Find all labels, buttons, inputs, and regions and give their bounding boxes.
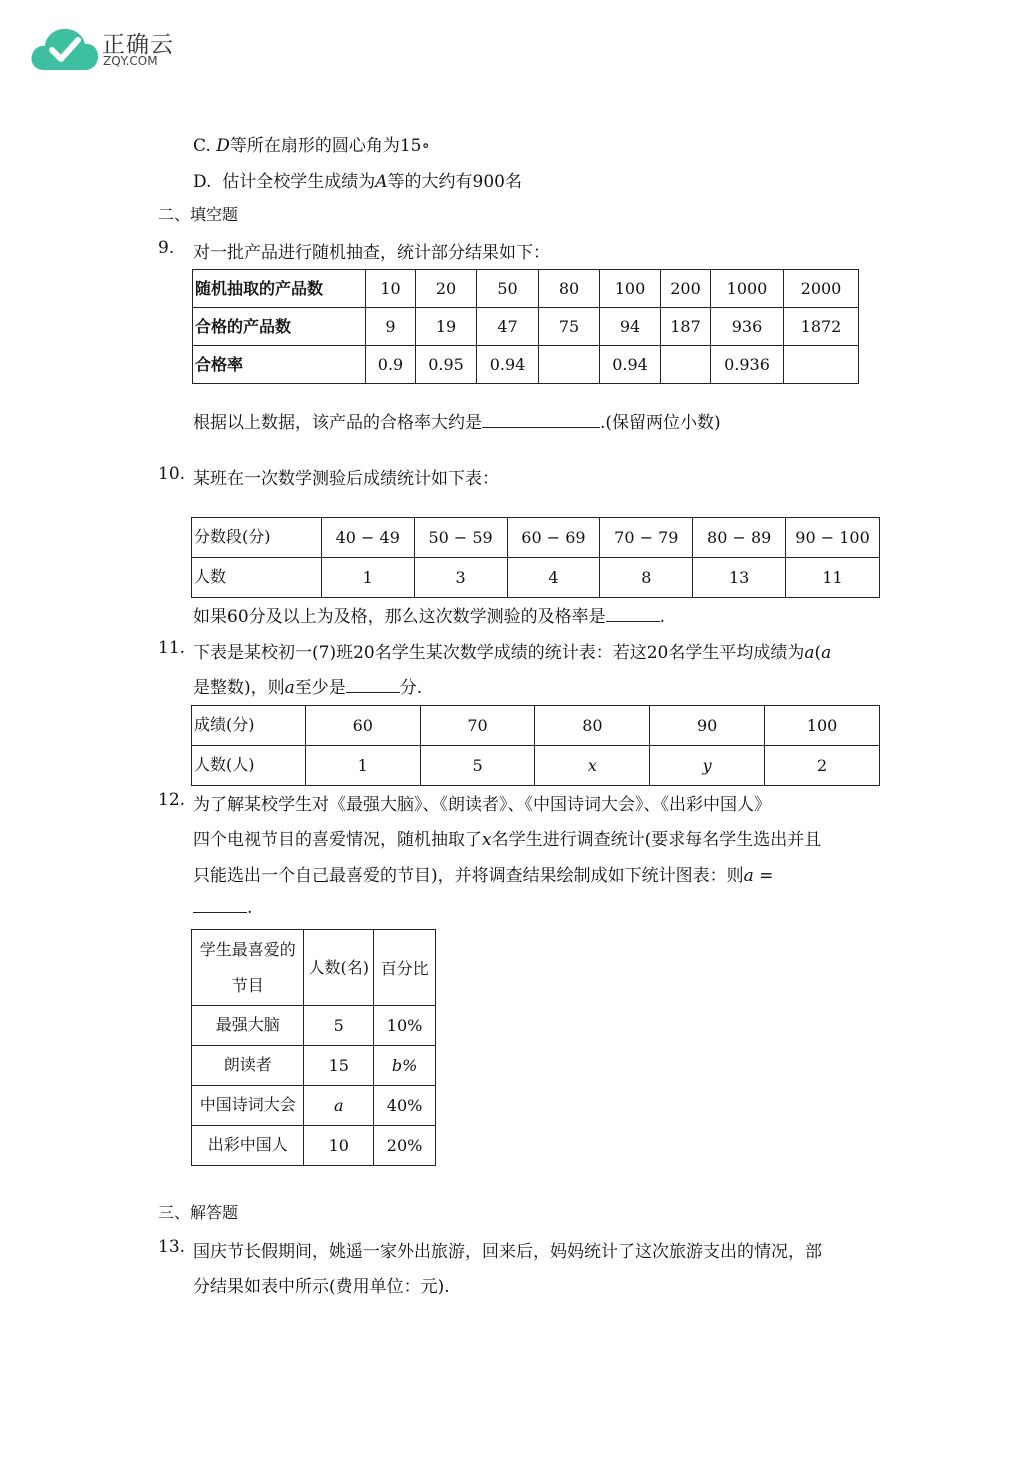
logo-domain: ZQY.COM bbox=[103, 54, 158, 68]
q10-table bbox=[191, 517, 880, 598]
q12-program-name: 最强大脑 bbox=[192, 1006, 304, 1046]
q11-line2-text: 是整数)，则 bbox=[193, 678, 285, 698]
q11-paren: ( bbox=[814, 643, 822, 663]
q9-text: 对一批产品进行随机抽查，统计部分结果如下： bbox=[193, 243, 550, 263]
q12-count: 5 bbox=[304, 1006, 374, 1046]
q9-cell: 187 bbox=[661, 308, 711, 346]
q10-answer-blank bbox=[606, 607, 660, 622]
q12-program-name: 中国诗词大会 bbox=[192, 1086, 304, 1126]
q12-percent: 20% bbox=[374, 1126, 436, 1166]
q12-program-name: 出彩中国人 bbox=[192, 1126, 304, 1166]
option-d-var: A bbox=[375, 172, 388, 192]
q12-table bbox=[191, 929, 436, 1166]
q11-line2 bbox=[193, 673, 422, 698]
q10-cell: 11 bbox=[786, 558, 880, 598]
option-d bbox=[193, 167, 522, 192]
q12-row bbox=[192, 1006, 436, 1046]
q12-percent: 40% bbox=[374, 1086, 436, 1126]
q10-cell: 13 bbox=[693, 558, 786, 598]
q10-cell: 3 bbox=[414, 558, 507, 598]
q11-var: a bbox=[804, 643, 815, 663]
q11-cell: y bbox=[650, 746, 765, 786]
q10-row-count bbox=[192, 558, 880, 598]
option-c-var: D bbox=[216, 136, 230, 156]
q11-row-count bbox=[192, 746, 880, 786]
q11-line1 bbox=[193, 638, 831, 663]
q12-var: a bbox=[743, 866, 754, 886]
q9-cell: 0.95 bbox=[416, 346, 477, 384]
q12-program-name: 朗读者 bbox=[192, 1046, 304, 1086]
q9-answer-blank bbox=[482, 413, 600, 428]
q10-cell: 40 − 49 bbox=[321, 518, 414, 558]
q12-count: 10 bbox=[304, 1126, 374, 1166]
q11-row-label: 成绩(分) bbox=[192, 706, 306, 746]
q9-cell: 1872 bbox=[784, 308, 859, 346]
q12-row bbox=[192, 1086, 436, 1126]
q11-cell: 80 bbox=[535, 706, 650, 746]
q10-cell: 70 − 79 bbox=[600, 518, 693, 558]
q12-var: x bbox=[482, 830, 492, 850]
q13-line1: 国庆节长假期间，姚遥一家外出旅游，回来后，妈妈统计了这次旅游支出的情况，部 bbox=[193, 1242, 822, 1262]
q9-cell: 50 bbox=[477, 270, 539, 308]
q12-line4-dot: . bbox=[247, 898, 253, 918]
q9-cell: 75 bbox=[539, 308, 600, 346]
q11-line1-text: 下表是某校初一(7)班20名学生某次数学成绩的统计表：若这20名学生平均成绩为 bbox=[193, 643, 805, 663]
q9-cell: 0.94 bbox=[600, 346, 661, 384]
logo-brand: 正确云 bbox=[102, 32, 174, 58]
q9-after-text: 根据以上数据，该产品的合格率大约是 bbox=[193, 413, 482, 433]
q9-table bbox=[192, 269, 859, 384]
q11-cell: 100 bbox=[765, 706, 880, 746]
q11-cell: 5 bbox=[420, 746, 535, 786]
q11-cell: 2 bbox=[765, 746, 880, 786]
option-c-prefix: C. bbox=[193, 136, 211, 156]
q9-cell bbox=[539, 346, 600, 384]
q11-line2-text2: 至少是 bbox=[294, 678, 346, 698]
q12-line2-text: 四个电视节目的喜爱情况，随机抽取了 bbox=[193, 830, 482, 850]
q11-cell: 60 bbox=[305, 706, 420, 746]
q10-row-label: 人数 bbox=[192, 558, 322, 598]
q10-number: 10. bbox=[158, 464, 186, 484]
q9-cell: 47 bbox=[477, 308, 539, 346]
q10-after-dot: . bbox=[659, 607, 666, 627]
q9-cell: 9 bbox=[366, 308, 416, 346]
q13-line2: 分结果如表中所示(费用单位：元). bbox=[193, 1277, 450, 1297]
section-answer-heading: 三、解答题 bbox=[158, 1203, 239, 1222]
q12-number: 12. bbox=[158, 790, 186, 810]
q11-cell: 90 bbox=[650, 706, 765, 746]
q10-row-range bbox=[192, 518, 880, 558]
q9-row-sampled bbox=[193, 270, 859, 308]
q12-line3-text: 只能选出一个自己最喜爱的节目)，并将调查结果绘制成如下统计图表：则 bbox=[193, 866, 744, 886]
q10-cell: 90 − 100 bbox=[786, 518, 880, 558]
q9-cell: 1000 bbox=[711, 270, 784, 308]
q12-header-cell: 人数(名) bbox=[304, 930, 374, 1006]
q9-number: 9. bbox=[158, 238, 175, 258]
q12-answer-blank bbox=[193, 898, 247, 913]
q11-cell: 1 bbox=[305, 746, 420, 786]
q12-row bbox=[192, 1046, 436, 1086]
q10-cell: 60 − 69 bbox=[507, 518, 600, 558]
q9-cell: 200 bbox=[661, 270, 711, 308]
q9-cell bbox=[661, 346, 711, 384]
option-d-text2: 等的大约有900名 bbox=[387, 172, 522, 192]
option-c bbox=[193, 131, 430, 156]
option-d-text1: 估计全校学生成绩为 bbox=[222, 172, 376, 192]
q11-row-score bbox=[192, 706, 880, 746]
q11-table bbox=[191, 705, 880, 786]
logo bbox=[30, 24, 180, 74]
q12-line2-text2: 名学生进行调查统计(要求每名学生选出并且 bbox=[491, 830, 822, 850]
q10-question bbox=[193, 602, 665, 627]
q13-number: 13. bbox=[158, 1237, 186, 1257]
q12-percent: b% bbox=[374, 1046, 436, 1086]
q10-row-label: 分数段(分) bbox=[192, 518, 322, 558]
q10-text: 某班在一次数学测验后成绩统计如下表： bbox=[193, 469, 499, 489]
q9-row-label: 随机抽取的产品数 bbox=[193, 270, 366, 308]
cloud-check-icon bbox=[30, 24, 100, 72]
q9-cell: 936 bbox=[711, 308, 784, 346]
q10-cell: 1 bbox=[321, 558, 414, 598]
q9-cell: 0.94 bbox=[477, 346, 539, 384]
q12-header-cell: 学生最喜爱的节目 bbox=[192, 930, 304, 1006]
q11-var: a bbox=[821, 643, 832, 663]
q11-answer-blank bbox=[346, 678, 400, 693]
q9-row-label: 合格的产品数 bbox=[193, 308, 366, 346]
q9-cell: 0.9 bbox=[366, 346, 416, 384]
q12-header-cell: 百分比 bbox=[374, 930, 436, 1006]
q12-row bbox=[192, 1126, 436, 1166]
q11-line2-unit: 分. bbox=[399, 678, 423, 698]
q12-header-row bbox=[192, 930, 436, 1006]
option-d-prefix: D. bbox=[193, 172, 212, 192]
q11-number: 11. bbox=[158, 638, 186, 658]
q9-cell: 10 bbox=[366, 270, 416, 308]
q10-cell: 4 bbox=[507, 558, 600, 598]
q10-cell: 8 bbox=[600, 558, 693, 598]
section-fill-in-heading: 二、填空题 bbox=[158, 205, 239, 224]
q12-percent: 10% bbox=[374, 1006, 436, 1046]
q10-after-text: 如果60分及以上为及格，那么这次数学测验的及格率是 bbox=[193, 607, 606, 627]
q11-cell: x bbox=[535, 746, 650, 786]
q9-row-label: 合格率 bbox=[193, 346, 366, 384]
q12-line1: 为了解某校学生对《最强大脑》、《朗读者》、《中国诗词大会》、《出彩中国人》 bbox=[193, 795, 771, 815]
q9-question bbox=[193, 408, 721, 433]
q9-row-rate bbox=[193, 346, 859, 384]
q9-cell: 2000 bbox=[784, 270, 859, 308]
q10-cell: 50 − 59 bbox=[414, 518, 507, 558]
q9-cell: 100 bbox=[600, 270, 661, 308]
q12-count: 15 bbox=[304, 1046, 374, 1086]
q12-line3-eq: = bbox=[753, 866, 774, 886]
q9-after-note: .(保留两位小数) bbox=[600, 413, 721, 433]
q9-cell bbox=[784, 346, 859, 384]
q9-row-qualified bbox=[193, 308, 859, 346]
q9-cell: 19 bbox=[416, 308, 477, 346]
q12-line3 bbox=[193, 861, 773, 886]
q11-cell: 70 bbox=[420, 706, 535, 746]
q12-count: a bbox=[304, 1086, 374, 1126]
q12-line2 bbox=[193, 825, 821, 850]
q11-row-label: 人数(人) bbox=[192, 746, 306, 786]
q12-line4 bbox=[193, 898, 252, 918]
q9-cell: 94 bbox=[600, 308, 661, 346]
q9-cell: 20 bbox=[416, 270, 477, 308]
q11-var: a bbox=[284, 678, 295, 698]
q9-cell: 0.936 bbox=[711, 346, 784, 384]
q10-cell: 80 − 89 bbox=[693, 518, 786, 558]
q9-cell: 80 bbox=[539, 270, 600, 308]
option-c-text: 等所在扇形的圆心角为15∘ bbox=[229, 136, 430, 156]
